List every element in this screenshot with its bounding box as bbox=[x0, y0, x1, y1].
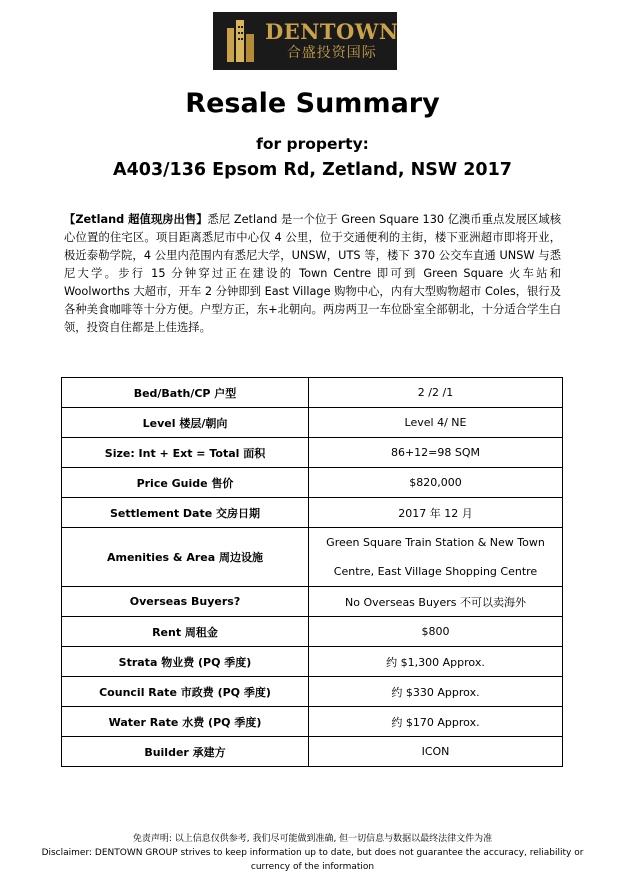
row-value: 2017 年 12 月 bbox=[309, 498, 563, 528]
row-label: Council Rate 市政费 (PQ 季度) bbox=[62, 677, 309, 707]
row-label: Strata 物业费 (PQ 季度) bbox=[62, 647, 309, 677]
logo-brand-name-cn: 合盛投资国际 bbox=[286, 45, 377, 61]
row-label: Amenities & Area 周边设施 bbox=[62, 528, 309, 587]
table-row bbox=[62, 617, 563, 647]
row-value: No Overseas Buyers 不可以卖海外 bbox=[309, 587, 563, 617]
row-value: ICON bbox=[309, 737, 563, 767]
page-subtitle: for property: bbox=[256, 135, 369, 153]
table-row bbox=[62, 438, 563, 468]
row-label: Water Rate 水费 (PQ 季度) bbox=[62, 707, 309, 737]
row-value: $800 bbox=[309, 617, 563, 647]
row-value-line: Green Square Train Station & New Town bbox=[326, 536, 545, 549]
row-value-line: Centre, East Village Shopping Centre bbox=[333, 565, 538, 578]
row-value: 约 $1,300 Approx. bbox=[309, 647, 563, 677]
property-description bbox=[64, 211, 561, 337]
property-address: A403/136 Epsom Rd, Zetland, NSW 2017 bbox=[113, 160, 512, 180]
building-logo-icon bbox=[225, 18, 257, 64]
table-row bbox=[62, 528, 563, 587]
row-label: Rent 周租金 bbox=[62, 617, 309, 647]
row-label: Price Guide 售价 bbox=[62, 468, 309, 498]
table-row bbox=[62, 677, 563, 707]
table-row bbox=[62, 707, 563, 737]
row-value: 约 $170 Approx. bbox=[309, 707, 563, 737]
description-heading: 【Zetland 超值现房出售】 bbox=[64, 213, 208, 226]
summary-table bbox=[61, 377, 563, 767]
logo-brand-name: DENTOWN bbox=[265, 19, 399, 44]
description-body: 悉尼 Zetland 是一个位于 Green Square 130 亿澳币重点发展区域核心位置的住宅区。项目距离悉尼市中心仅 4 公里，位于交通便利的主街，楼下亚洲超市即将开业，极近泰勒学院，4 公里内范围内有悉尼大学，UNSW，UTS 等，楼下 370 公交车直通 UNSW 与悉尼大学。步行 15 分钟穿过正在建设的 Town Centre 即可到 Green Square 火车站和 Woolworths 大超市，开车 2 分钟即到 East Village 购物中心，内有大型购物超市 Coles，银行及各种美食咖啡等十分方便。户型方正，东+北朝向。两房两卫一车位卧室全部朝北，十分适合学生白领，投资自住都是上佳选择。 bbox=[64, 213, 562, 334]
row-label: Bed/Bath/CP 户型 bbox=[62, 378, 309, 408]
row-value: $820,000 bbox=[309, 468, 563, 498]
row-label: Overseas Buyers? bbox=[62, 587, 309, 617]
table-row bbox=[62, 468, 563, 498]
table-row bbox=[62, 737, 563, 767]
row-value: 约 $330 Approx. bbox=[309, 677, 563, 707]
row-label: Size: Int + Ext = Total 面积 bbox=[62, 438, 309, 468]
row-value: Level 4/ NE bbox=[309, 408, 563, 438]
disclaimer-en: Disclaimer: DENTOWN GROUP strives to keep information up to date, but does not guarantee the accuracy, reliability or bbox=[41, 848, 584, 858]
row-label: Settlement Date 交房日期 bbox=[62, 498, 309, 528]
row-value: 2 /2 /1 bbox=[309, 378, 563, 408]
disclaimer-cn: 免责声明: 以上信息仅供参考, 我们尽可能做到准确, 但一切信息与数据以最终法律文件为准 bbox=[132, 834, 493, 844]
row-label: Builder 承建方 bbox=[62, 737, 309, 767]
table-row bbox=[62, 498, 563, 528]
table-row bbox=[62, 378, 563, 408]
company-logo bbox=[213, 12, 397, 70]
table-row bbox=[62, 647, 563, 677]
row-label: Level 楼层/朝向 bbox=[62, 408, 309, 438]
table-row bbox=[62, 587, 563, 617]
page-title: Resale Summary bbox=[185, 88, 440, 119]
table-row bbox=[62, 408, 563, 438]
row-value bbox=[309, 528, 563, 587]
row-value: 86+12=98 SQM bbox=[309, 438, 563, 468]
disclaimer-footer bbox=[0, 832, 625, 874]
disclaimer-en-cont: currency of the information bbox=[250, 862, 375, 872]
